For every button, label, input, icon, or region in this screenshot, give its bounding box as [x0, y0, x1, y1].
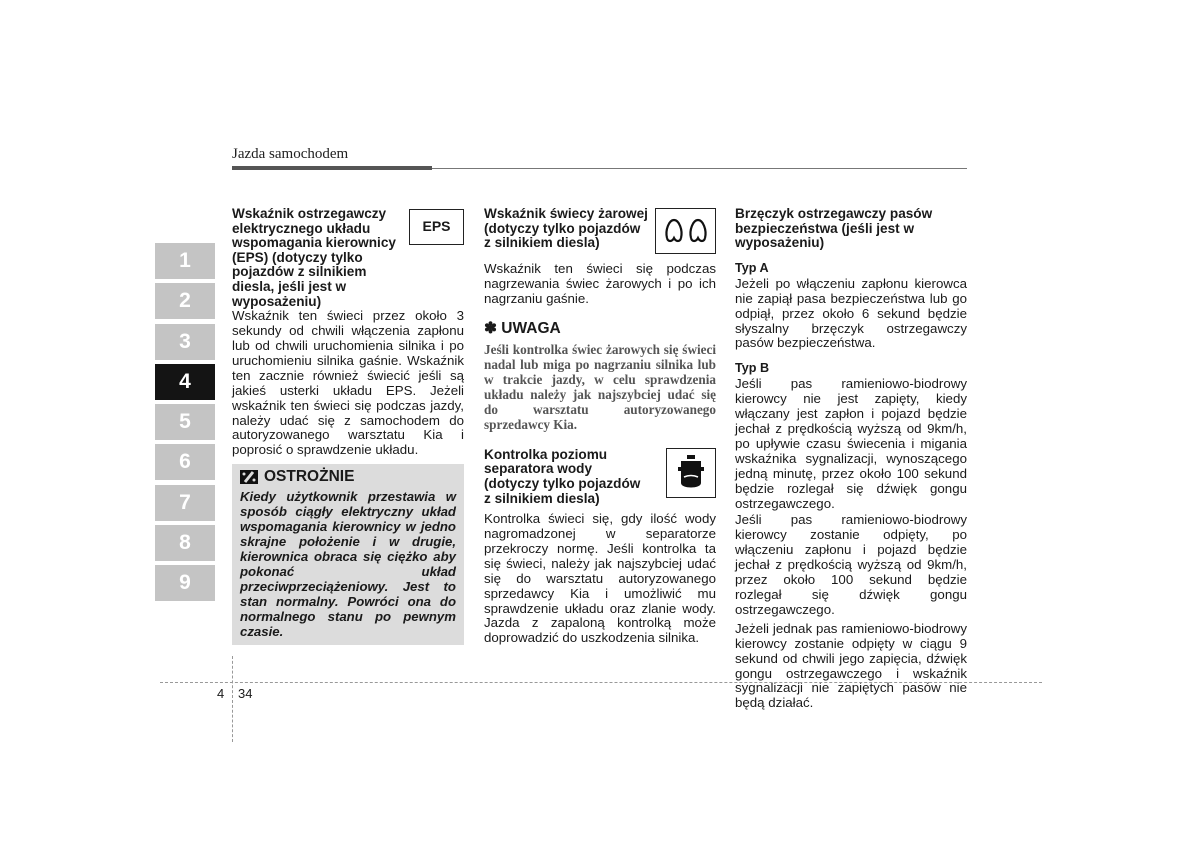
- caution-text: Kiedy użytkownik przestawia w sposób ciągły elektryczny układ wspomagania kierownicy w jedno skrajne położenie i w drugie, kierownica obraca się ciężko aby pokonać układ przeciwprzeciążeniowy. Jest to stan normalny. Powróci ona do normalnego stanu po pewnym czasie.: [240, 489, 456, 640]
- caution-box: [232, 464, 464, 645]
- footer-chapter-number: 4: [217, 686, 225, 701]
- type-b-body-3: Jeżeli jednak pas ramieniowo-biodrowy kierowcy zostanie odpięty w ciągu 9 sekund od chwili jego zapięcia, dźwięk gongu ostrzegawczego i wskaźnik sygnalizacji nie zapiętych pasów nie będą działać.: [735, 620, 967, 711]
- water-heading-row: [484, 448, 716, 506]
- eps-indicator-icon: EPS: [409, 209, 464, 245]
- chapter-tabs: [155, 243, 215, 606]
- water-separator-body: Kontrolka świeci się, gdy ilość wody nagromadzonej w separatorze przekroczy normę. Jeśli kontrolka ta się świeci, należy jak najszybciej udać się do warsztatu autoryzowanego sprzedawcy Kia i umożliwić mu sprawdzenie układu oraz zlanie wody. Jazda z zapaloną kontrolką może doprowadzić do uszkodzenia silnika.: [484, 511, 716, 646]
- column-seatbelt: [735, 207, 967, 711]
- note-title: ✽ UWAGA: [484, 319, 561, 337]
- water-separator-heading: Kontrolka poziomu separatora wody (dotyczy tylko pojazdów z silnikiem diesla): [484, 446, 641, 506]
- eps-heading-row: [232, 207, 464, 309]
- chapter-tab-1[interactable]: 1: [155, 243, 215, 279]
- chapter-tab-7[interactable]: 7: [155, 485, 215, 521]
- chapter-tab-9[interactable]: 9: [155, 565, 215, 601]
- type-b-body-2: Jeśli pas ramieniowo-biodrowy kierowcy zostanie odpięty, po włączeniu zapłonu i pojazd będzie jechał z prędkością wyższą od 9km/h, przez około 100 sekund będzie rozlegał się dźwięk gongu ostrzegawczego.: [735, 512, 967, 617]
- page-header-title: Jazda samochodem: [232, 146, 349, 162]
- glow-plug-heading: Wskaźnik świecy żarowej (dotyczy tylko pojazdów z silnikiem diesla): [484, 206, 648, 251]
- chapter-tab-8[interactable]: 8: [155, 525, 215, 561]
- eps-body: Wskaźnik ten świeci przez około 3 sekundy od chwili włączenia zapłonu lub od chwili uruchomienia silnika i po uruchomieniu silnika gaśnie. Wskaźnik ten zacznie również świecić jeśli są jakieś usterki układu EPS. Jeżeli wskaźnik ten świeci się podczas jazdy, należy udać się z samochodem do autoryzowanego warsztatu Kia i poprosić o sprawdzenie układu.: [232, 308, 464, 458]
- eps-heading: Wskaźnik ostrzegawczy elektrycznego układu wspomagania kierownicy (EPS) (dotyczy tylko pojazdów z silnikiem diesla, jeśli jest w wyposażeniu): [232, 206, 396, 309]
- header-rule-thin: [432, 168, 967, 169]
- header-rule-thick: [232, 166, 432, 170]
- type-a-body: Jeżeli po włączeniu zapłonu kierowca nie zapiął pasa bezpieczeństwa lub go odpiął, przez około 6 sekund będzie słyszalny brzęczyk ostrzegawczy pasów bezpieczeństwa.: [735, 275, 967, 351]
- type-b-body-1: Jeśli pas ramieniowo-biodrowy kierowcy nie jest zapięty, kiedy włączany jest zapłon i pojazd będzie jechał z prędkością wyższą od 9km/h, po upływie czasu świecenia i migania wskaźnika sygnalizacji, wynoszącego jedną minutę, przez około 100 sekund będzie rozlegał się dźwięk gongu ostrzegawczego.: [735, 376, 967, 511]
- footer-vertical-rule: [232, 656, 233, 742]
- type-a-label: Typ A: [735, 260, 769, 275]
- water-separator-icon: [666, 448, 716, 498]
- glow-heading-row: [484, 207, 716, 254]
- type-b-label: Typ B: [735, 361, 770, 376]
- glow-plug-body: Wskaźnik ten świeci się podczas nagrzewania świec żarowych i po ich nagrzaniu gaśnie.: [484, 261, 716, 306]
- column-glow-water: [484, 207, 716, 646]
- note-text: Jeśli kontrolka świec żarowych się świeci nadal lub miga po nagrzaniu silnika lub w trakcie jazdy, w celu sprawdzenia układu należy jak najszybciej udać się do warsztatu autoryzowanego sprzedawcy Kia.: [484, 341, 716, 432]
- chapter-tab-6[interactable]: 6: [155, 444, 215, 480]
- caution-slash-icon: [240, 470, 258, 484]
- chapter-tab-5[interactable]: 5: [155, 404, 215, 440]
- footer-page-number: 34: [238, 686, 253, 701]
- glow-plug-icon: [655, 208, 716, 254]
- column-eps: [232, 207, 464, 645]
- caution-title: OSTROŻNIE: [264, 468, 355, 486]
- chapter-tab-2[interactable]: 2: [155, 283, 215, 319]
- footer-dashed-rule: [160, 682, 1042, 683]
- caution-title-row: [240, 468, 456, 486]
- chapter-tab-4[interactable]: 4: [155, 364, 215, 400]
- seatbelt-heading: Brzęczyk ostrzegawczy pasów bezpieczeństwa (jeśli jest w wyposażeniu): [735, 206, 933, 251]
- chapter-tab-3[interactable]: 3: [155, 324, 215, 360]
